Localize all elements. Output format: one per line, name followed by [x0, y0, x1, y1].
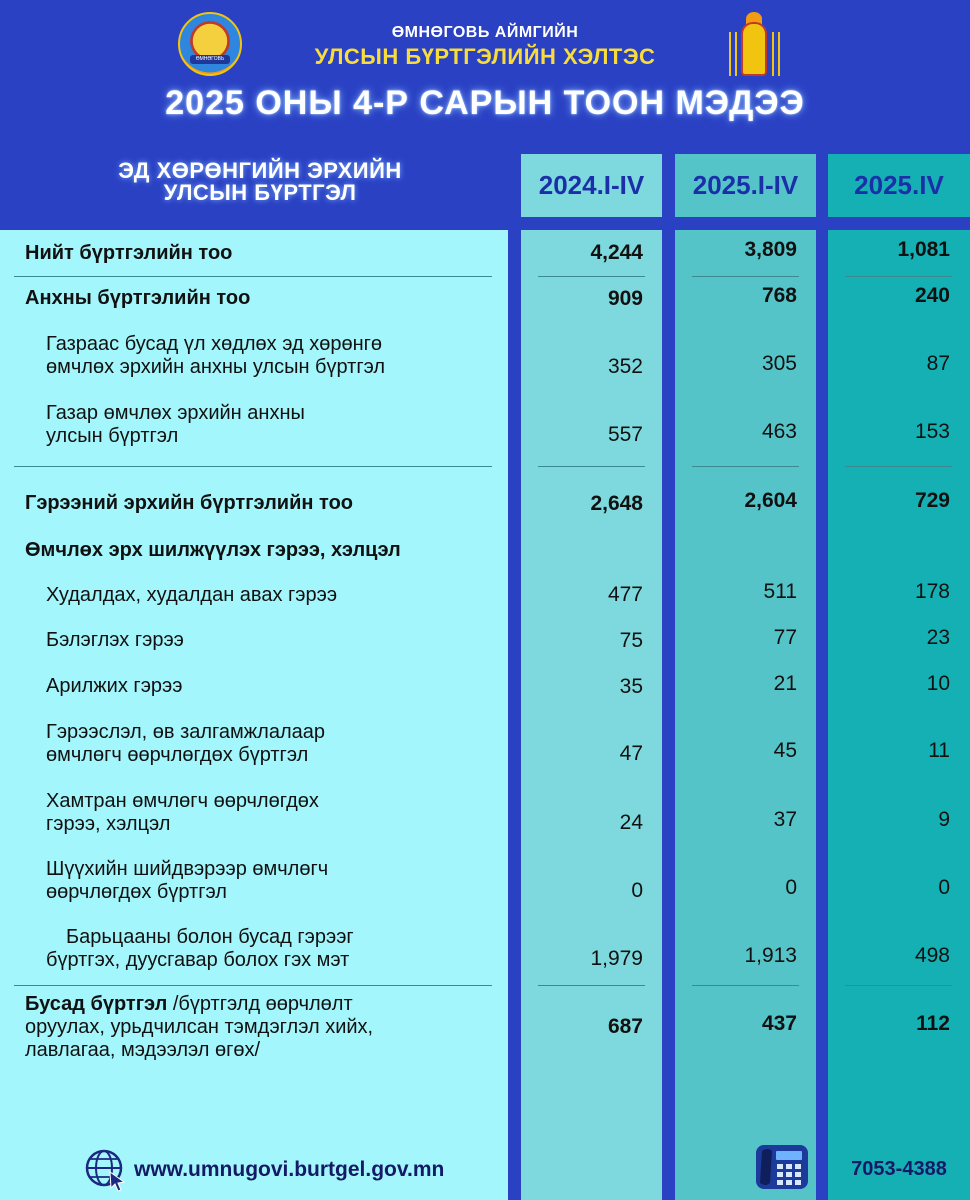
row-label-contract: Гэрээний эрхийн бүртгэлийн тоо: [25, 492, 353, 514]
row-court-2025: 0: [785, 876, 797, 899]
row-contract-2025: 2,604: [744, 489, 797, 512]
separator: [845, 276, 952, 277]
row-land-2025-iv: 153: [914, 420, 950, 443]
row-sale-2024: 477: [607, 583, 643, 606]
separator: [14, 985, 492, 986]
row-label-transfer-heading: Өмчлөх эрх шилжүүлэх гэрээ, хэлцэл: [25, 539, 401, 561]
row-other-2025: 437: [761, 1012, 797, 1035]
separator: [538, 276, 645, 277]
row-label-gift: Бэлэглэх гэрээ: [46, 629, 184, 651]
separator: [538, 985, 645, 986]
row-exchange-2025-iv: 10: [926, 672, 950, 695]
row-contract-2025-iv: 729: [914, 489, 950, 512]
row-initial-2025: 768: [761, 284, 797, 307]
separator: [14, 276, 492, 277]
row-label-inheritance: Гэрээслэл, өв залгамжлалаар өмчлөгч өөрчлөгдөх бүртгэл: [46, 721, 325, 766]
row-gift-2024: 75: [619, 629, 643, 652]
row-total-2025: 3,809: [744, 238, 797, 261]
row-inheritance-2025-iv: 11: [928, 739, 950, 762]
row-land-2025: 463: [761, 420, 797, 443]
row-joint-owner-2025: 37: [773, 808, 797, 831]
province-emblem: [178, 12, 242, 76]
row-label-total: Нийт бүртгэлийн тоо: [25, 242, 233, 264]
section-title-line-2: УЛСЫН БҮРТГЭЛ: [163, 180, 357, 205]
row-initial-2024: 909: [607, 287, 643, 310]
separator: [692, 985, 799, 986]
row-other-2024: 687: [607, 1015, 643, 1038]
row-label-immovable: Газраас бусад үл хөдлөх эд хөрөнгө өмчлөх эрхийн анхны улсын бүртгэл: [46, 333, 386, 378]
row-other-2025-iv: 112: [916, 1012, 950, 1035]
row-label-other: Бусад бүртгэл /бүртгэлд өөрчлөлт оруулах, урьдчилсан тэмдэглэл хийх, лавлагаа, мэдээлэл өгөх/: [25, 993, 374, 1061]
row-exchange-2025: 21: [773, 672, 797, 695]
registration-crest-logo: [727, 12, 789, 78]
separator: [14, 466, 492, 467]
separator: [845, 466, 952, 467]
row-joint-owner-2024: 24: [619, 811, 643, 834]
separator: [692, 466, 799, 467]
page-title: 2025 ОНЫ 4-Р САРЫН ТООН МЭДЭЭ: [165, 84, 805, 122]
emblem-band: ӨМНӨГОВЬ: [190, 55, 230, 64]
row-total-2025-iv: 1,081: [897, 238, 950, 261]
telephone-icon: [754, 1143, 810, 1191]
column-header-2: 2025.I-IV: [692, 170, 799, 200]
website-link[interactable]: www.umnugovi.burtgel.gov.mn: [134, 1158, 445, 1181]
column-header-1: 2024.I-IV: [538, 170, 645, 200]
row-collateral-2025: 1,913: [744, 944, 797, 967]
row-collateral-2024: 1,979: [590, 947, 643, 970]
section-title: [60, 160, 460, 204]
row-label-land: Газар өмчлөх эрхийн анхны улсын бүртгэл: [46, 402, 305, 447]
row-sale-2025: 511: [763, 580, 797, 603]
row-court-2025-iv: 0: [938, 876, 950, 899]
row-label-joint-owner: Хамтран өмчлөгч өөрчлөгдөх гэрээ, хэлцэл: [46, 790, 319, 835]
globe-icon: [84, 1148, 128, 1192]
row-immovable-2025: 305: [761, 352, 797, 375]
row-gift-2025: 77: [773, 626, 797, 649]
row-label-exchange: Арилжих гэрээ: [46, 675, 183, 697]
row-collateral-2025-iv: 498: [914, 944, 950, 967]
column-header-3: 2025.IV: [854, 170, 944, 200]
row-total-2024: 4,244: [590, 241, 643, 264]
phone-number: 7053-4388: [851, 1158, 947, 1180]
row-court-2024: 0: [631, 879, 643, 902]
org-line-1: ӨМНӨГОВЬ АЙМГИЙН: [391, 24, 579, 41]
row-joint-owner-2025-iv: 9: [938, 808, 950, 831]
row-contract-2024: 2,648: [590, 492, 643, 515]
row-initial-2025-iv: 240: [914, 284, 950, 307]
row-exchange-2024: 35: [619, 675, 643, 698]
row-label-sale: Худалдах, худалдан авах гэрээ: [46, 584, 338, 606]
row-land-2024: 557: [607, 423, 643, 446]
separator: [845, 985, 952, 986]
row-inheritance-2025: 45: [773, 739, 797, 762]
row-immovable-2024: 352: [607, 355, 643, 378]
row-sale-2025-iv: 178: [914, 580, 950, 603]
row-label-collateral: Барьцааны болон бусад гэрээг бүртгэх, дуусгавар болох гэх мэт: [46, 926, 354, 971]
org-line-2: УЛСЫН БҮРТГЭЛИЙН ХЭЛТЭС: [314, 44, 656, 69]
row-inheritance-2024: 47: [619, 742, 643, 765]
row-immovable-2025-iv: 87: [926, 352, 950, 375]
section-title-line-1: ЭД ХӨРӨНГИЙН ЭРХИЙН: [118, 158, 402, 183]
row-gift-2025-iv: 23: [926, 626, 950, 649]
row-label-court: Шүүхийн шийдвэрээр өмчлөгч өөрчлөгдөх бүртгэл: [46, 858, 329, 903]
separator: [538, 466, 645, 467]
separator: [692, 276, 799, 277]
row-label-initial: Анхны бүртгэлийн тоо: [25, 287, 251, 309]
